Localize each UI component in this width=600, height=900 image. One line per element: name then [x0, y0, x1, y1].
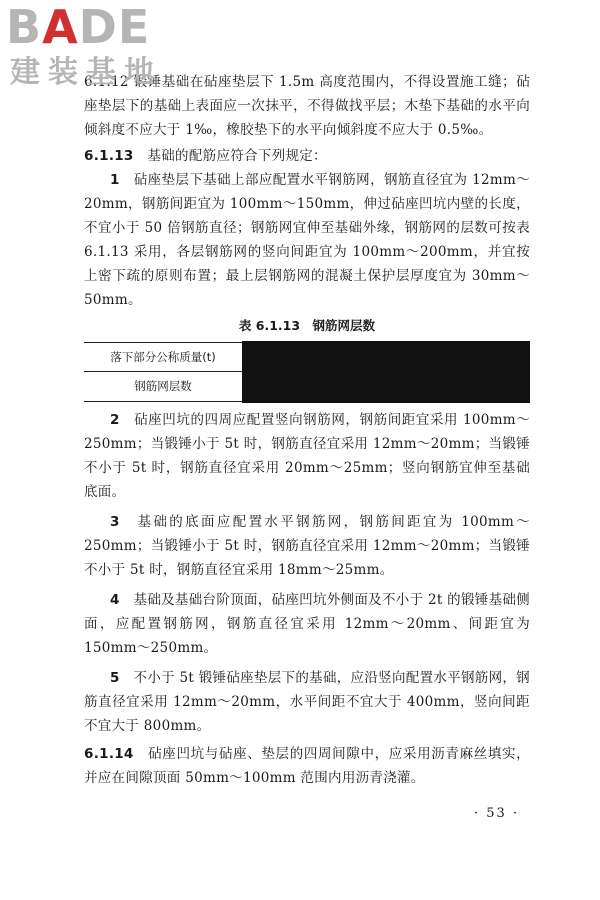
clause-6-1-12: 6.1.12 锻锤基础在砧座垫层下 1.5m 高度范围内，不得设置施工缝；砧座垫层下的基础上表面应一次抹平，不得做找平层；木垫下基础的水平向倾斜度不应大于 1‰，橡胶垫下的水平向倾斜度不应大于 0.5‰。	[84, 74, 530, 138]
item-number: 1	[110, 172, 120, 188]
item-2	[84, 408, 530, 504]
item-1	[84, 168, 530, 312]
item-5	[84, 666, 530, 738]
clause-text: 砧座凹坑与砧座、垫层的四周间隙中，应采用沥青麻丝填实，并应在间隙顶面 50mm～100mm 范围内用沥青浇灌。	[84, 746, 530, 786]
item-number: 3	[110, 514, 120, 530]
logo-chinese: 建装基地	[10, 55, 162, 90]
item-3	[84, 510, 530, 582]
bade-logo	[6, 0, 176, 96]
rebar-mesh-table	[84, 342, 530, 402]
item-4	[84, 588, 530, 660]
document-page	[84, 70, 530, 790]
item-text: 砧座凹坑的四周应配置竖向钢筋网，钢筋间距宜采用 100mm～250mm；当锻锤小于 5t 时，钢筋直径宜采用 12mm～20mm；当锻锤不小于 5t 时，钢筋直径宜采用 20mm～25mm；竖向钢筋宜伸至基础底面。	[84, 412, 530, 500]
redacted-block	[242, 341, 530, 403]
clause-6-1-13	[84, 144, 530, 168]
table-caption: 表 6.1.13 钢筋网层数	[238, 318, 376, 333]
clause-number: 6.1.13	[84, 148, 134, 164]
page-number: · 53 ·	[474, 806, 520, 821]
item-text: 砧座垫层下基础上部应配置水平钢筋网，钢筋直径宜为 12mm～20mm，钢筋间距宜为 100mm～150mm，伸过砧座凹坑内壁的长度，不宜小于 50 倍钢筋直径；钢筋网宜伸至基础外缘，钢筋网的层数可按表 6.1.13 采用，各层钢筋网的竖向间距宜为 100mm～200mm，并宜按上密下疏的原则布置；最上层钢筋网的混凝土保护层厚度宜为 30mm～50mm。	[84, 172, 530, 308]
logo-wordmark: BADE	[6, 0, 151, 54]
clause-text: 基础的配筋应符合下列规定：	[147, 148, 327, 164]
item-text: 基础的底面应配置水平钢筋网，钢筋间距宜为 100mm～250mm；当锻锤小于 5t 时，钢筋直径宜采用 12mm～20mm；当锻锤不小于 5t 时，钢筋直径宜采用 18mm～25mm。	[84, 514, 530, 578]
item-text: 基础及基础台阶顶面，砧座凹坑外侧面及不小于 2t 的锻锤基础侧面，应配置钢筋网，钢筋直径宜采用 12mm～20mm、间距宜为 150mm～250mm。	[84, 592, 530, 656]
clause-6-1-14	[84, 742, 530, 790]
item-text: 不小于 5t 锻锤砧座垫层下的基础，应沿竖向配置水平钢筋网，钢筋直径宜采用 12mm～20mm，水平间距不宜大于 400mm，竖向间距不宜大于 800mm。	[84, 670, 530, 734]
table-row-header: 落下部分公称质量(t)	[84, 343, 242, 372]
item-number: 2	[110, 412, 120, 428]
item-number: 4	[110, 592, 120, 608]
item-number: 5	[110, 670, 120, 686]
table-row-layers: 钢筋网层数	[134, 379, 192, 393]
clause-number: 6.1.14	[84, 746, 134, 762]
